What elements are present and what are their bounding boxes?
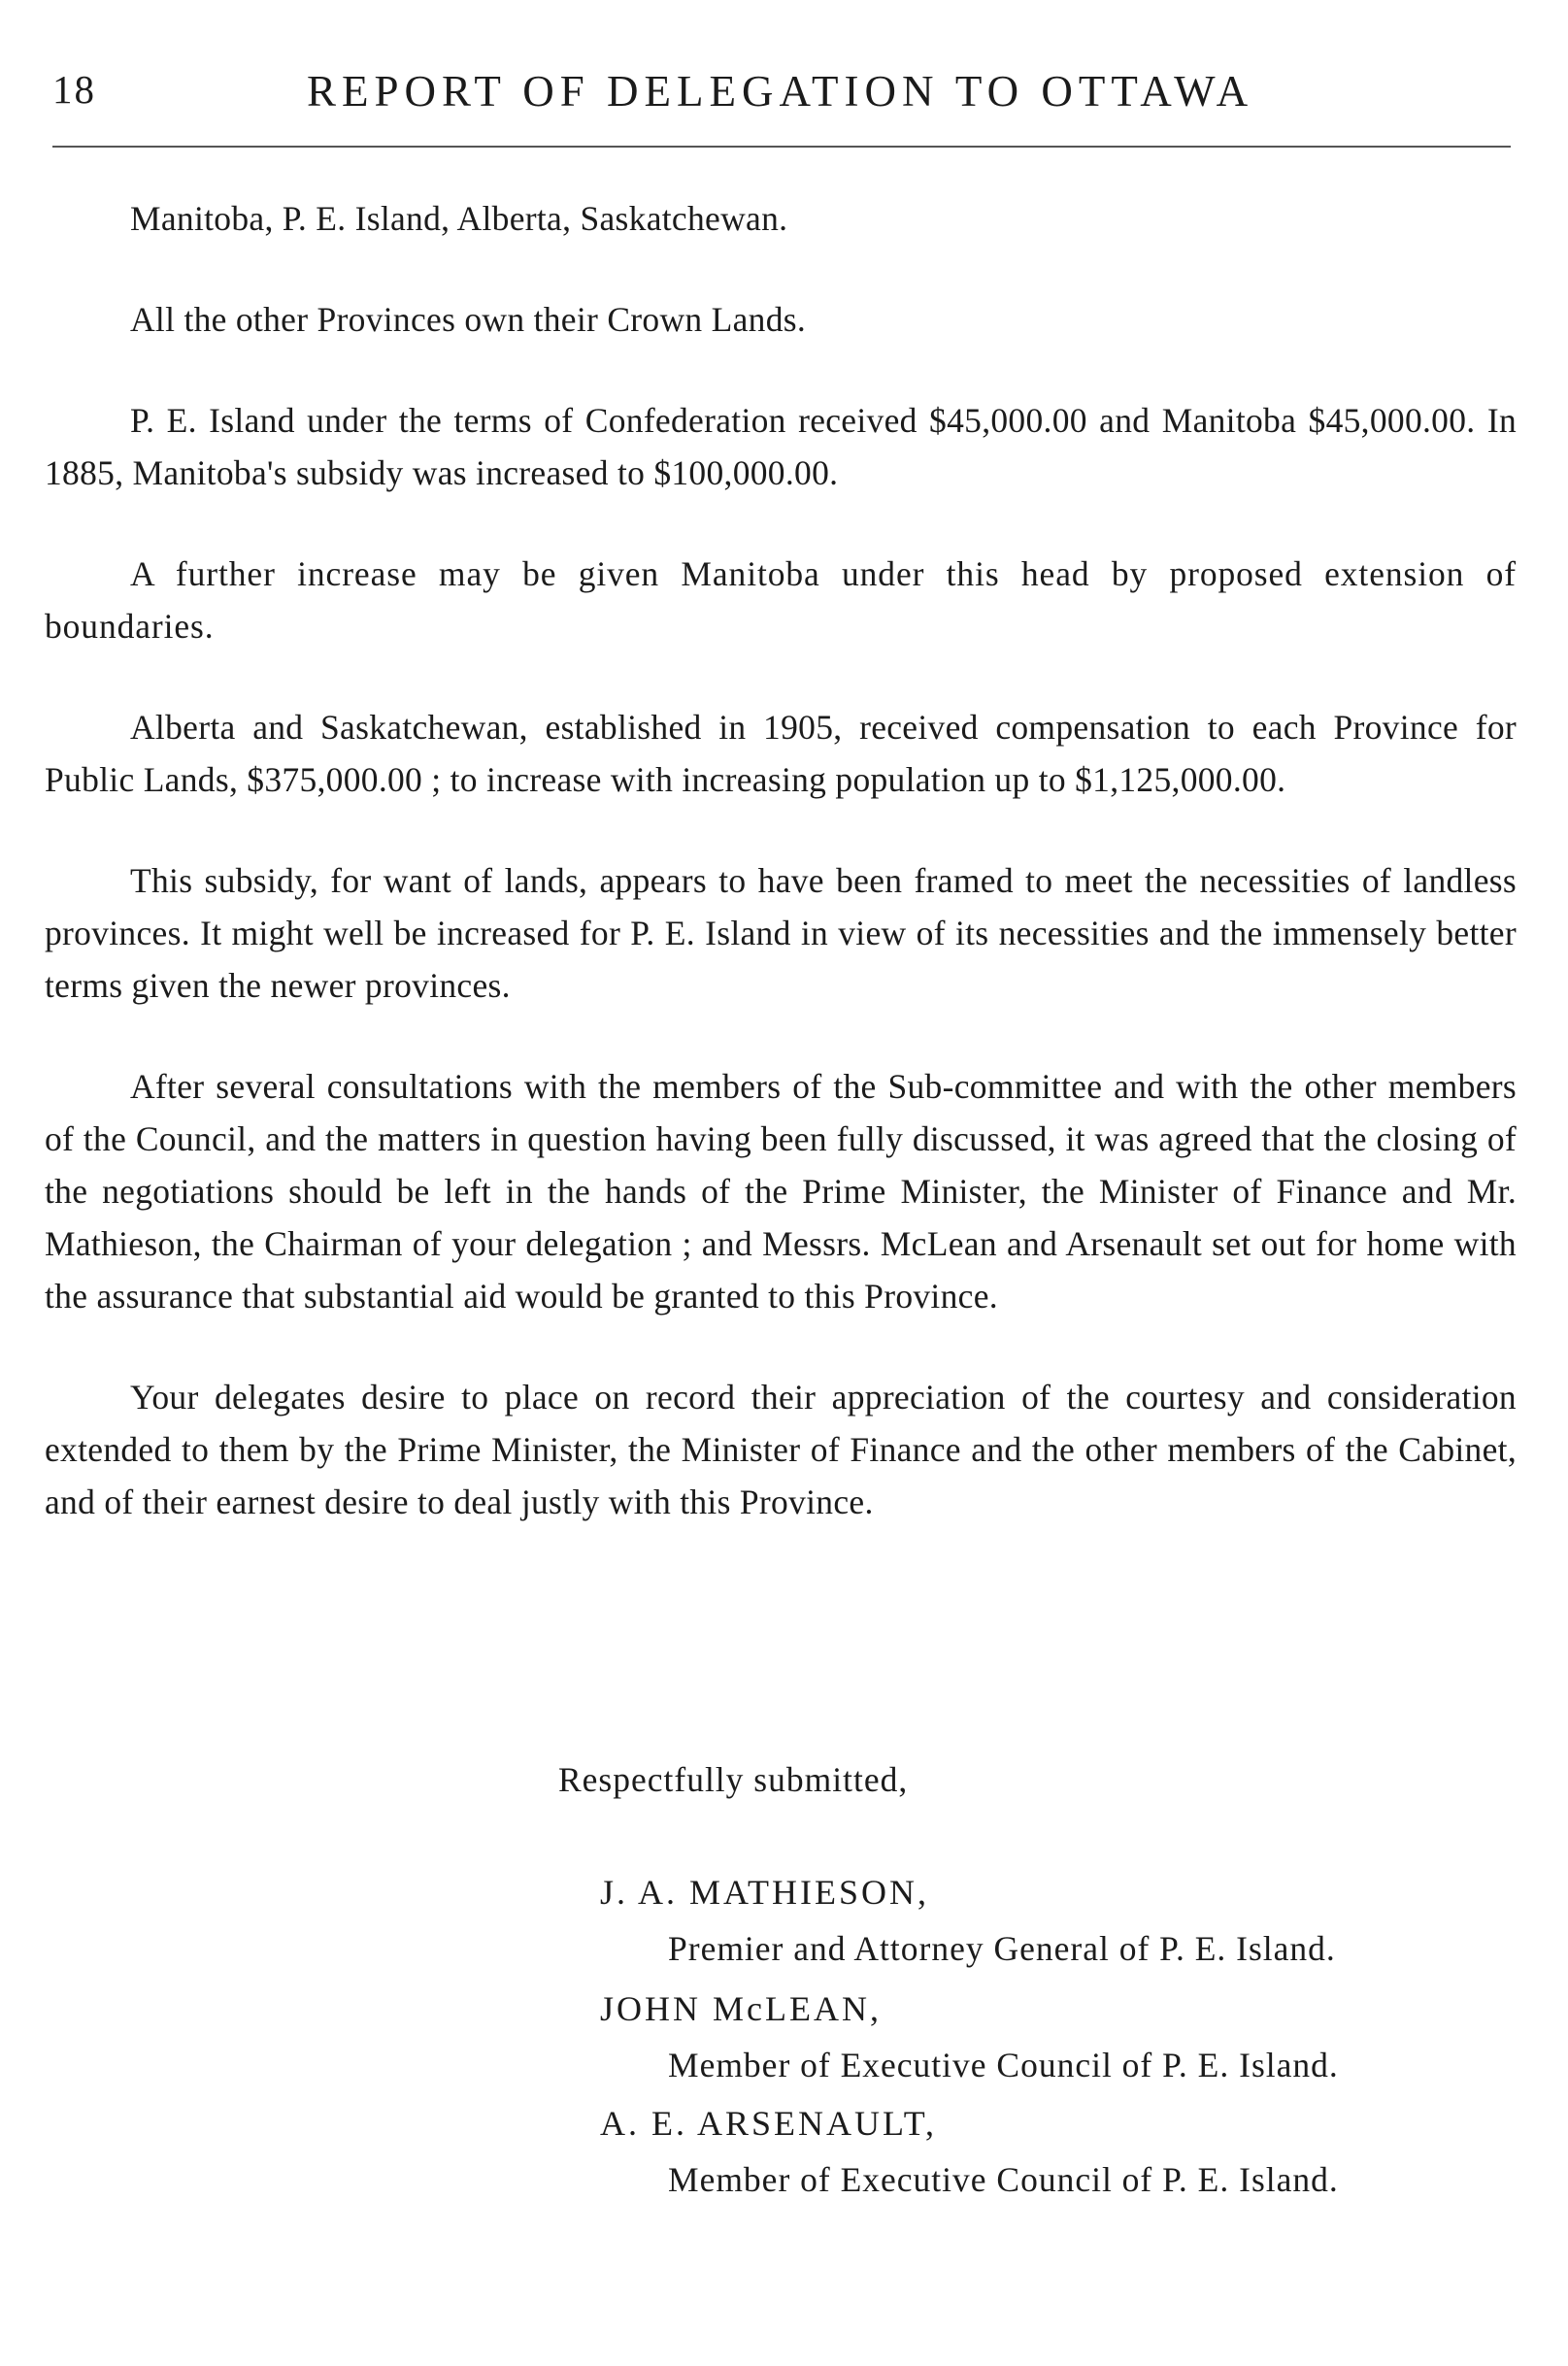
paragraph-crown-lands: All the other Provinces own their Crown Lands. [130,300,807,339]
signatory-title: Member of Executive Council of P. E. Island. [668,2160,1339,2199]
running-title: REPORT OF DELEGATION TO OTTAWA [307,67,1254,116]
paragraph-consultations: After several consultations with the members of the Sub-committee and with the other members of the Council, and the matters in question having been fully discussed, it was agreed that the closing of the negotiations should be left in the hands of the Prime Minister, the Minister of Finance and Mr. Mathieson, the Chairman of your delegation ; and Messrs. McLean and Arsenault set out for home with the assurance that substantial aid would be granted to this Province. [45,1067,1517,1316]
paragraph-subsidy: This subsidy, for want of lands, appears to have been framed to meet the necessities of landless provinces. It might well be increased for P. E. Island in view of its necessities and the immensely better terms given the newer provinces. [45,861,1517,1005]
closing-line: Respectfully submitted, [558,1760,909,1799]
report-body [45,192,1517,1577]
paragraph-alberta-saskatchewan: Alberta and Saskatchewan, established in 1905, received compensation to each Province for Public Lands, $375,000.00 ; to increase with increasing population up to $1,125,000.00. [45,708,1517,799]
header-rule [52,146,1511,148]
paragraph-appreciation: Your delegates desire to place on record their appreciation of the courtesy and consideration extended to them by the Prime Minister, the Minister of Finance and the other members of the Cabinet, and of their earnest desire to deal justly with this Province. [45,1378,1517,1521]
paragraph-confederation-terms: P. E. Island under the terms of Confederation received $45,000.00 and Manitoba $45,000.00. In 1885, Manitoba's subsidy was increased to $100,000.00. [45,401,1517,492]
signatory-title: Premier and Attorney General of P. E. Island. [668,1929,1336,1968]
signatory-name: A. E. ARSENAULT, [600,2104,938,2143]
signatory-title: Member of Executive Council of P. E. Island. [668,2046,1339,2084]
signatory-name: JOHN McLEAN, [600,1989,882,2028]
signatory-name: J. A. MATHIESON, [600,1873,930,1912]
paragraph-further-increase: A further increase may be given Manitoba under this head by proposed extension of boundaries. [45,554,1517,646]
page-number: 18 [52,67,96,112]
paragraph-provinces-list: Manitoba, P. E. Island, Alberta, Saskatchewan. [130,199,788,238]
page-header [52,60,1509,128]
